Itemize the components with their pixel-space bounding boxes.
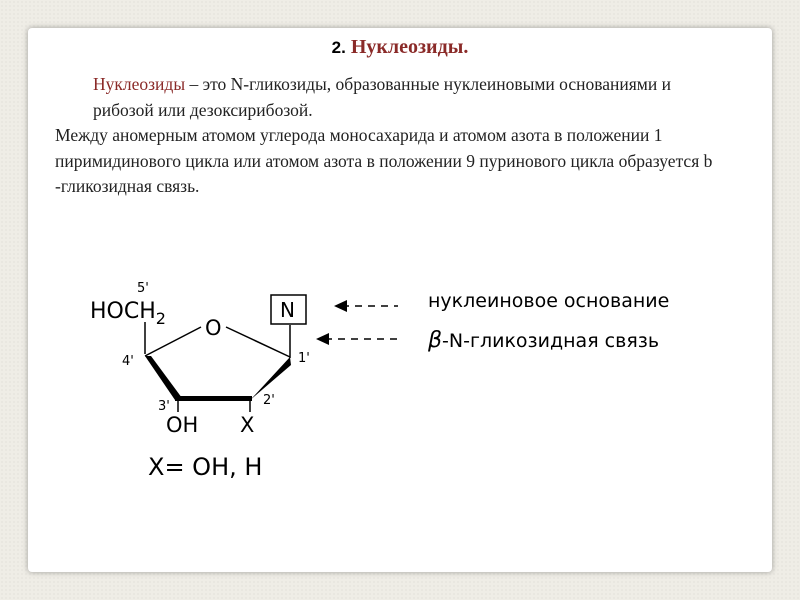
label-glycosidic-bond [427,328,659,353]
x-definition: X= OH, H [148,453,263,481]
ring-oxygen: O [205,316,222,340]
label-4-prime: 4' [122,354,134,369]
substituent-x: X [240,413,255,437]
hoch2-text: HOCH [90,299,156,324]
label-nucleic-base: нуклеиновое основание [428,290,670,312]
bond-label-text: -N-гликозидная связь [442,330,660,352]
hydroxyl-group: OH [166,413,199,437]
arrow-bond-head [316,333,329,345]
wedge-c4-c3 [145,356,182,400]
bond-c4-o [145,327,201,356]
title-word: Нуклеозиды. [350,36,469,58]
paragraph-glycosidic-bond: Между аномерным атомом углерода моносахарида и атомом азота в положении 1 пиримидинового цикла или атомом азота в положении 9 пуринового цикла образуется b -гликозидная связь. [55,125,713,196]
bond-o-c1 [226,327,290,357]
term-nucleosides: Нуклеозиды [93,74,186,94]
label-1-prime: 1' [298,351,310,366]
arrow-base-head [334,300,347,312]
label-3-prime: 3' [158,399,170,414]
base-n-label: N [280,298,295,322]
label-5-prime: 5' [137,281,149,296]
hoch2-group [90,299,166,328]
title-number: 2. [331,38,346,57]
hoch2-subscript: 2 [155,309,166,328]
label-2-prime: 2' [263,393,275,408]
beta-symbol: β [428,328,443,353]
definition-text: – это N-гликозиды, образованные нуклеиновыми основаниями и рибозой или дезоксирибозой. [93,74,671,120]
wedge-c3-c2 [175,396,252,401]
